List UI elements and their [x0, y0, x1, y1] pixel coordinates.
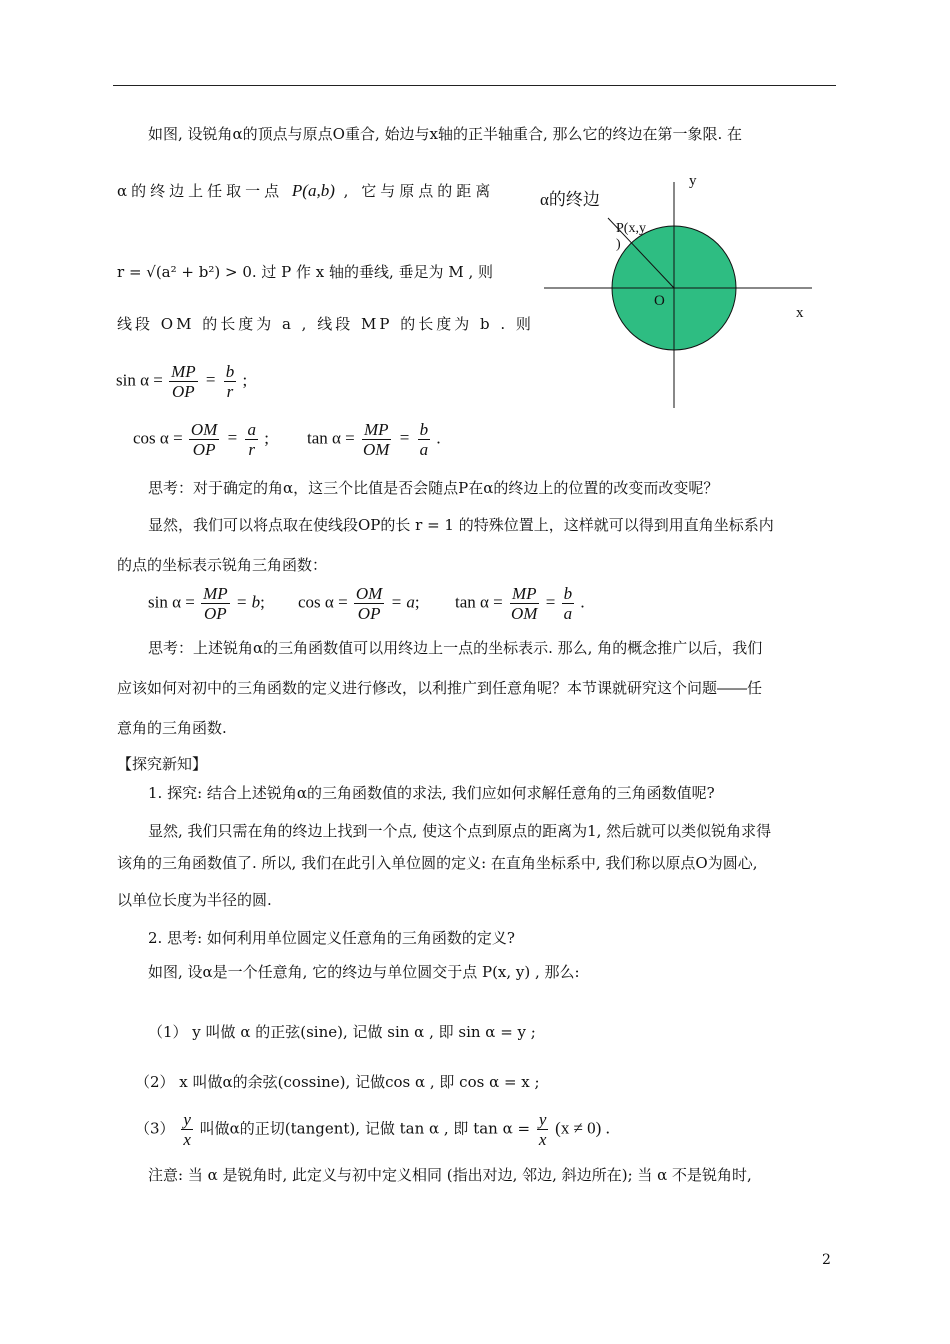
sin-unit-formula: sin α = $\frac{MP}{OP}$ = b; — [148, 584, 265, 623]
para1-line3: r = √(a² + b²) > 0. 过 P 作 x 轴的垂线, 垂足为 M , 则 — [117, 263, 493, 281]
definition-sine: （1） y 叫做 α 的正弦(sine), 记做 sin α , 即 sin α = y ; — [148, 1023, 536, 1041]
point-label-paren: ) — [616, 237, 621, 252]
explore-line2: 显然, 我们只需在角的终边上找到一个点, 使这个点到原点的距离为1, 然后就可以类似锐角求得 — [148, 822, 772, 840]
origin-label: O — [654, 293, 665, 309]
para2-line2: 的点的坐标表示锐角三角函数： — [117, 556, 328, 574]
y-axis-label: y — [689, 173, 697, 189]
point-label: P(x,y — [616, 221, 646, 236]
definition-intro: 如图, 设α是一个任意角, 它的终边与单位圆交于点 P(x, y) , 那么: — [148, 963, 580, 981]
explore-line3: 该角的三角函数值了. 所以, 我们在此引入单位圆的定义: 在直角坐标系中, 我们称以原点O为圆心, — [117, 854, 758, 872]
cos-formula: cos α = $\frac{OM}{OP}$ = $\frac{a}{r}$ ; — [133, 420, 269, 459]
x-axis-label: x — [796, 305, 804, 321]
para1-line4: 线段 OM 的长度为 a , 线段 MP 的长度为 b . 则 — [117, 315, 534, 333]
para2-line1: 显然，我们可以将点取在使线段OP的长 r = 1 的特殊位置上，这样就可以得到用直角坐标系内 — [148, 516, 774, 534]
terminal-side-label: α的终边 — [540, 190, 600, 209]
header-rule — [113, 85, 836, 86]
explore-line4: 以单位长度为半径的圆. — [117, 891, 272, 909]
tan-unit-formula: tan α = $\frac{MP}{OM}$ = $\frac{b}{a}$ . — [455, 584, 585, 623]
explore-line1: 1. 探究: 结合上述锐角α的三角函数值的求法, 我们应如何求解任意角的三角函数值呢? — [148, 784, 715, 802]
definition-tangent: （3） $\frac{y}{x}$ 叫做α的正切(tangent), 记做 tan α , 即 tan α = $\frac{y}{x}$ (x ≠ 0) . — [135, 1110, 610, 1149]
section-title: 【探究新知】 — [117, 755, 208, 773]
think-2-line1: 思考：上述锐角α的三角函数值可以用终边上一点的坐标表示. 那么, 角的概念推广以后，我们 — [148, 639, 763, 657]
unit-circle-figure — [530, 160, 830, 415]
page-number: 2 — [822, 1252, 831, 1268]
para1-line1: 如图, 设锐角α的顶点与原点O重合, 始边与x轴的正半轴重合, 那么它的终边在第一象限. 在 — [148, 125, 743, 143]
note: 注意: 当 α 是锐角时, 此定义与初中定义相同 (指出对边, 邻边, 斜边所在); 当 α 不是锐角时, — [148, 1166, 752, 1184]
think-2-line2: 应该如何对初中的三角函数的定义进行修改，以利推广到任意角呢？本节课就研究这个问题――任 — [117, 679, 763, 697]
point-pab: P(a,b) — [291, 181, 335, 200]
para1-line2-c: , 它与原点的距离 — [343, 182, 495, 200]
definition-cosine: （2） x 叫做α的余弦(cossine), 记做cos α , 即 cos α = x ; — [135, 1073, 540, 1091]
think-2-line3: 意角的三角函数. — [117, 719, 227, 737]
tan-formula: tan α = $\frac{MP}{OM}$ = $\frac{b}{a}$ . — [307, 420, 441, 459]
para1-line2 — [117, 181, 494, 201]
sin-formula: sin α = $\frac{MP}{OP}$ = $\frac{b}{r}$ ; — [116, 362, 248, 401]
think-1: 思考：对于确定的角α，这三个比值是否会随点P在α的终边上的位置的改变而改变呢？ — [148, 479, 719, 497]
cos-unit-formula: cos α = $\frac{OM}{OP}$ = a; — [298, 584, 420, 623]
think-3: 2. 思考: 如何利用单位圆定义任意角的三角函数的定义? — [148, 929, 515, 947]
para1-line2-a: α的终边上任取一点 — [117, 182, 284, 200]
